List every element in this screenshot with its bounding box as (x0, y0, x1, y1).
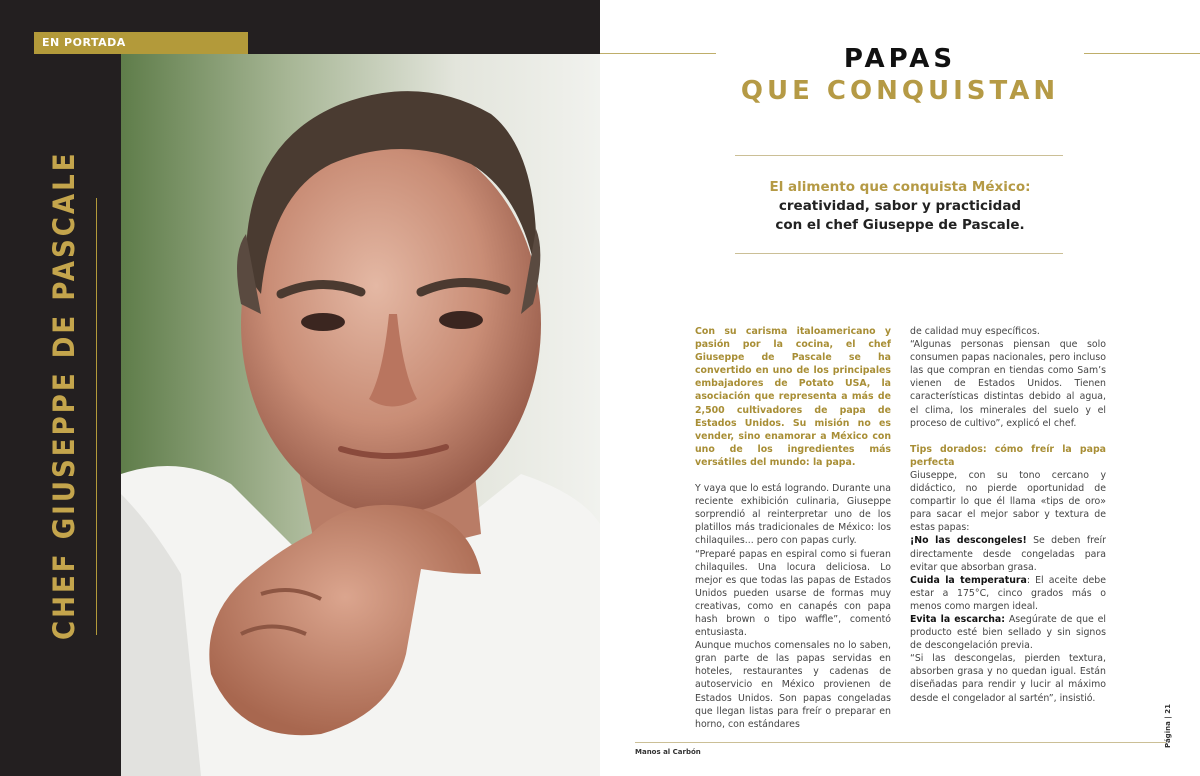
tip-item (910, 574, 1106, 613)
subtitle-rule-top (735, 155, 1063, 156)
subtitle-line1: El alimento que conquista México: (769, 179, 1031, 195)
article-subtitle (700, 178, 1100, 235)
tips-heading: Tips dorados: cómo freír la papa perfecta (910, 443, 1106, 468)
tip-item (910, 534, 1106, 573)
article-paragraph: Giuseppe, con su tono cercano y didáctico, no pierde oportunidad de compartir lo que él llama «tips de oro» para sacar el mejor sabor y textura de estas papas: (910, 469, 1106, 534)
article-title-line1: PAPAS (843, 44, 957, 74)
article-paragraph: Y vaya que lo está logrando. Durante una reciente exhibición culinaria, Giuseppe sorprendió al reinterpretar uno de los platillos más tradicionales de México: los chilaquiles... pero con papas curly. (695, 483, 891, 547)
article-column-2 (910, 325, 1106, 705)
article-title-line2: QUE CONQUISTAN (740, 76, 1060, 106)
tip-text: : El aceite debe estar a 175°C, cinco grados más o menos como margen ideal. (910, 574, 1107, 612)
tip-label: Evita la escarcha: (910, 613, 1006, 625)
right-page (600, 0, 1200, 776)
subtitle-line3: con el chef Giuseppe de Pascale. (775, 217, 1025, 233)
footer-rule (635, 742, 1166, 743)
publication-name: Manos al Carbón (635, 748, 701, 756)
tip-label: Cuida la temperatura (910, 574, 1027, 586)
article-paragraph: “Preparé papas en espiral como si fueran chilaquiles. Una locura deliciosa. Lo mejor es que todas las papas de Estados Unidos pueden usarse de formas muy creativas, como en canapés con papa hash brown o tipo waffle”, comentó entusiasta. (695, 548, 891, 639)
vertical-rule (96, 198, 97, 635)
article-paragraph: “Algunas personas piensan que solo consumen papas nacionales, pero incluso las que compran en tiendas como Sam’s vienen de Estados Unidos. Tienen características distintas debido al agua, el clima, los minerales del suelo y el proceso de cultivo”, explicó el chef. (910, 339, 1106, 429)
tip-text: Se deben freír directamente desde congeladas para evitar que absorban grasa. (910, 535, 1106, 573)
article-column-1 (695, 325, 891, 731)
tip-item (910, 613, 1106, 652)
subtitle-line2: creatividad, sabor y practicidad (778, 198, 1022, 214)
tip-text: Asegúrate de que el producto esté bien sellado y sin signos de descongelación previa. (910, 613, 1106, 652)
article-paragraph: de calidad muy específicos. (910, 326, 1040, 337)
article-paragraph: “Si las descongelas, pierden textura, absorben grasa y no quedan igual. Están diseñadas para rendir y lucir al máximo desde el congelador al sartén”, insistió. (910, 653, 1106, 704)
article-lead: Con su carisma italoamericano y pasión por la cocina, el chef Giuseppe de Pascale se ha convertido en uno de los principales embajadores de Potato USA, la asociación que representa a más de 2,500 cultivadores de papa de Estados Unidos. Su misión no es vender, sino enamorar a México con uno de los ingredientes más versátiles del mundo: la papa. (695, 326, 891, 468)
chef-portrait-photo (121, 54, 600, 776)
section-tag: EN PORTADA (34, 32, 248, 54)
article-paragraph: Aunque muchos comensales no lo saben, gran parte de las papas servidas en hoteles, restaurantes y cadenas de autoservicio en México provienen de Estados Unidos. Son papas congeladas que llegan listas para freír o preparar en horno, con estándares (695, 640, 891, 730)
subtitle-rule-bottom (735, 253, 1063, 254)
tip-label: ¡No las descongeles! (910, 535, 1027, 547)
vertical-chef-name: CHEF GIUSEPPE DE PASCALE (47, 150, 81, 640)
page-number: Página | 21 (1164, 704, 1172, 748)
